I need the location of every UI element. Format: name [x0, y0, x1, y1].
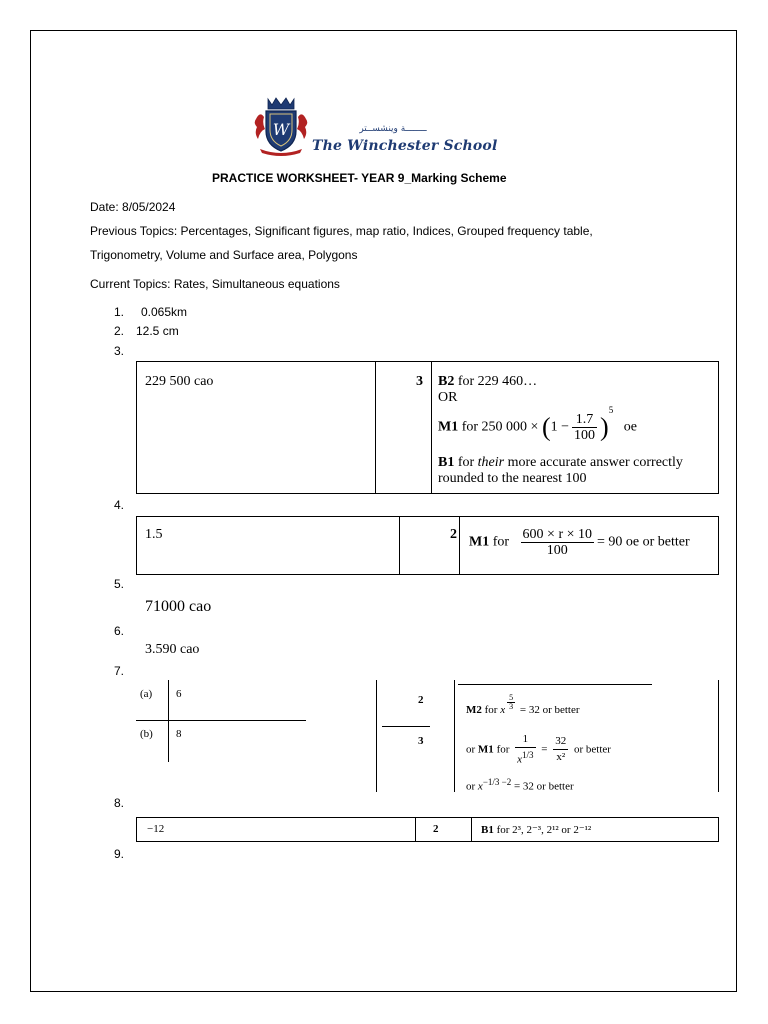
q5-number: 5.: [114, 577, 125, 591]
q8-number: 8.: [114, 796, 125, 810]
q7-mark-a: 2: [418, 694, 424, 706]
svg-text:W: W: [272, 120, 290, 139]
q3-mark: 3: [416, 374, 423, 389]
q8-mark-table: [136, 817, 719, 842]
previous-topics-line-1: Previous Topics: Percentages, Significant figures, map ratio, Indices, Grouped frequency table,: [90, 224, 593, 238]
q3-answer: 229 500 cao: [145, 374, 214, 389]
q8-answer: −12: [147, 823, 165, 835]
q4-mark: 2: [450, 527, 457, 542]
q7-or-line-3: or $x^{-1/3 -2} = 32$ or better: [466, 777, 574, 791]
q3-mark-table: [136, 361, 719, 494]
current-topics-line: Current Topics: Rates, Simultaneous equations: [90, 277, 340, 291]
q7-mark-b: 3: [418, 735, 424, 747]
q7-part-b-answer: 8: [176, 728, 182, 740]
q3-b2-line: B2 for 229 460…: [438, 374, 538, 389]
q5-answer: 71000 cao: [145, 598, 212, 615]
previous-topics-line-2: Trigonometry, Volume and Surface area, Polygons: [90, 248, 358, 262]
school-arabic-name: ــــــــة وينشســتر: [359, 124, 427, 134]
q1-answer: 0.065km: [141, 305, 188, 319]
q7-mark-table: [136, 680, 726, 794]
q4-m1-line: M1 for $\frac{600 \times r \times 10}{100}$ = 90 oe or better: [469, 527, 690, 558]
date-line: Date: 8/05/2024: [90, 200, 176, 214]
q7-number: 7.: [114, 664, 125, 678]
q7-m2-line: M2 for x $\frac{5}{3}$ = 32 or better: [466, 693, 580, 717]
q3-b1-line-2: rounded to the nearest 100: [438, 471, 587, 486]
page-title: PRACTICE WORKSHEET- YEAR 9_Marking Scheme: [212, 171, 507, 185]
q4-mark-table: [136, 516, 719, 575]
q7-part-a-label: (a): [140, 688, 153, 700]
q7-part-a-answer: 6: [176, 688, 182, 700]
school-crest-icon: [252, 93, 310, 157]
q3-m1-line: M1 for 250 000 × (1 − $\frac{1.7}{100}$ )$^5$ oe: [438, 405, 637, 443]
q9-number: 9.: [114, 847, 125, 861]
q4-number: 4.: [114, 498, 125, 512]
q2-number: 2.: [114, 324, 125, 338]
school-name: The Winchester School: [312, 138, 498, 154]
q3-or: OR: [438, 390, 458, 405]
q6-number: 6.: [114, 624, 125, 638]
q4-answer: 1.5: [145, 527, 163, 542]
q2-answer: 12.5 cm: [136, 324, 179, 338]
q3-b1-line: B1 for their more accurate answer correctly: [438, 455, 683, 470]
q8-b1-line: B1 for 2³, 2⁻³, 2¹² or 2⁻¹²: [481, 824, 592, 836]
q7-part-b-label: (b): [140, 728, 153, 740]
q6-answer: 3.590 cao: [145, 642, 200, 657]
q7-m1-line: or M1 for $\frac{1}{x^{1/3}}$ = $\frac{32}{\text{x²}}$ or better: [466, 733, 611, 766]
q8-mark: 2: [433, 823, 439, 835]
q3-number: 3.: [114, 344, 125, 358]
q1-number: 1.: [114, 305, 125, 319]
